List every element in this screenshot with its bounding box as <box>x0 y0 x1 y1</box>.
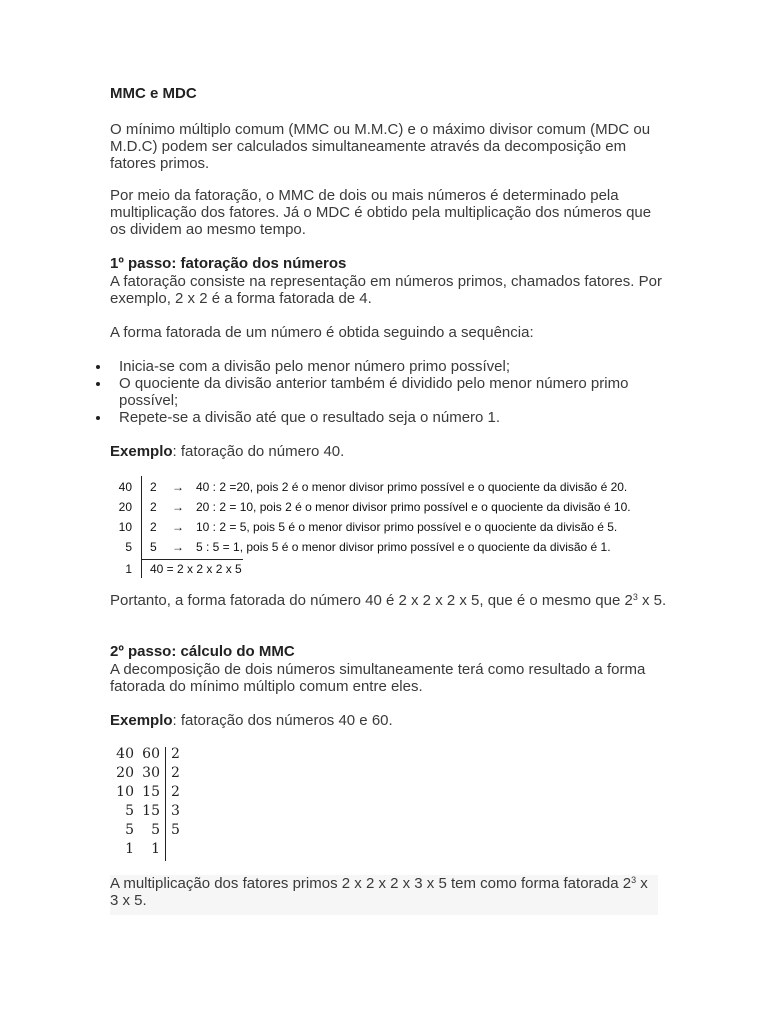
list-item: Repete-se a divisão até que o resultado seja o número 1. <box>110 409 670 426</box>
table-row: 20 2 → 20 : 2 = 10, pois 2 é o menor divisor primo possível e o quociente da divisão é 10. <box>118 500 631 514</box>
factorization-table-40 <box>110 476 670 580</box>
list-item: Inicia-se com a divisão pelo menor número primo possível; <box>110 358 670 375</box>
step2-conclusion: A multiplicação dos fatores primos 2 x 2 x 2 x 3 x 5 tem como forma fatorada $2^3$ x 3 x 5. <box>110 875 658 915</box>
intro-paragraph: O mínimo múltiplo comum (MMC ou M.M.C) e o máximo divisor comum (MDC ou M.D.C) podem ser calculados simultaneamente através da decomposição em fatores primos. <box>110 121 651 172</box>
page-title: MMC e MDC <box>110 85 197 102</box>
arrow-icon: → <box>172 540 184 554</box>
intro-paragraph-2: Por meio da fatoração, o MMC de dois ou mais números é determinado pela multiplicação dos fatores. Já o MDC é obtido pela multiplicação dos números que os dividem ao mesmo tempo. <box>110 187 652 238</box>
table-row: 1 1 <box>125 841 160 857</box>
step2-heading: 2º passo: cálculo do MMC <box>110 643 295 660</box>
list-item: O quociente da divisão anterior também é dividido pelo menor número primo possível; <box>110 375 670 409</box>
table-row: 20 30 2 <box>116 765 180 781</box>
table-row: 10 2 → 10 : 2 = 5, pois 5 é o menor divisor primo possível e o quociente da divisão é 5. <box>118 520 618 534</box>
step1-text: A fatoração consiste na representação em números primos, chamados fatores. Por exemplo, 2 x 2 é a forma fatorada de 4. <box>110 273 662 307</box>
table-row: 10 15 2 <box>116 784 180 800</box>
bullet-icon <box>96 416 100 420</box>
sequence-intro: A forma fatorada de um número é obtida seguindo a sequência: <box>110 324 534 341</box>
step2-text: A decomposição de dois números simultaneamente terá como resultado a forma fatorada do mínimo múltiplo comum entre eles. <box>110 661 646 695</box>
step1-heading: 1º passo: fatoração dos números <box>110 255 347 272</box>
example-2: Exemplo: fatoração dos números 40 e 60. <box>110 712 393 729</box>
table-row: 1 40 = 2 x 2 x 2 x 5 <box>125 562 242 576</box>
example-1: Exemplo: fatoração do número 40. <box>110 443 345 460</box>
factorization-table-40-60 <box>112 746 232 866</box>
table-row: 40 2 → 40 : 2 =20, pois 2 é o menor divisor primo possível e o quociente da divisão é 20. <box>118 480 628 494</box>
table-row: 5 15 3 <box>125 803 180 819</box>
arrow-icon: → <box>172 520 184 534</box>
bullet-icon <box>96 382 100 386</box>
bullet-icon <box>96 365 100 369</box>
table-result-line <box>141 559 243 560</box>
arrow-icon: → <box>172 500 184 514</box>
example-label: Exemplo <box>110 712 173 729</box>
arrow-icon: → <box>172 480 184 494</box>
step1-conclusion: Portanto, a forma fatorada do número 40 é 2 x 2 x 2 x 5, que é o mesmo que $2^3$ x 5. <box>110 592 667 609</box>
table-row: 5 5 5 <box>125 822 180 838</box>
steps-list <box>110 358 670 426</box>
table-row: 5 5 → 5 : 5 = 1, pois 5 é o menor divisor primo possível e o quociente da divisão é 1. <box>125 540 611 554</box>
example-label: Exemplo <box>110 443 173 460</box>
result-formula: 40 = 2 x 2 x 2 x 5 <box>150 562 242 576</box>
table-row: 40 60 2 <box>116 746 180 762</box>
